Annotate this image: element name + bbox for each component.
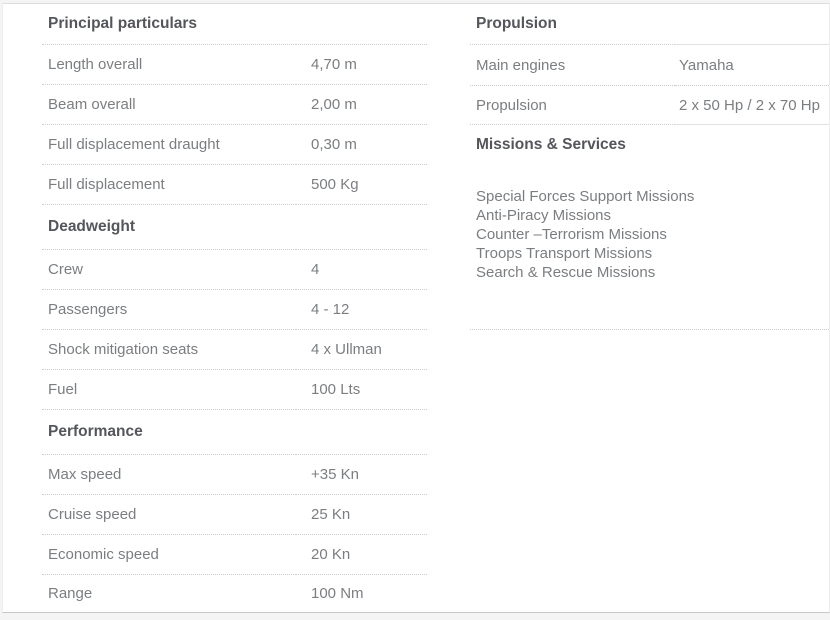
spec-value: +35 Kn	[296, 455, 427, 495]
missions-item: Counter –Terrorism Missions	[476, 226, 667, 243]
spec-row-fuel	[42, 370, 427, 410]
spec-label: Propulsion	[470, 86, 675, 125]
spec-value: 500 Kg	[296, 165, 427, 205]
missions-list	[470, 187, 829, 282]
missions-item: Anti-Piracy Missions	[476, 207, 612, 224]
spec-row-propulsion	[470, 86, 829, 125]
spec-row-length-overall	[42, 45, 427, 85]
spec-value: 4 - 12	[296, 290, 427, 330]
missions-item: Search & Rescue Missions	[476, 264, 656, 281]
spec-value: 4,70 m	[296, 45, 427, 85]
spec-label: Range	[48, 584, 93, 602]
spec-row-economic-speed	[42, 535, 427, 575]
spec-label: Cruise speed	[42, 495, 296, 535]
section-header-spacer	[296, 205, 427, 250]
section-header-spacer	[296, 410, 427, 455]
spec-value: 100 Nm	[311, 584, 364, 602]
spec-row-crew	[42, 250, 427, 290]
spec-row-main-engines	[470, 45, 829, 86]
spec-label: Full displacement	[42, 165, 296, 205]
spec-value: 100 Lts	[296, 370, 427, 410]
section-header-performance	[42, 410, 427, 455]
spec-label: Fuel	[42, 370, 296, 410]
spec-label: Length overall	[42, 45, 296, 85]
section-title: Deadweight	[42, 205, 296, 250]
section-title: Missions & Services	[476, 136, 626, 153]
spec-label: Beam overall	[42, 85, 296, 125]
specs-panel	[2, 3, 830, 613]
spec-value: 25 Kn	[296, 495, 427, 535]
spec-row-cruise-speed	[42, 495, 427, 535]
section-header-principal-particulars	[42, 4, 427, 45]
spec-label: Full displacement draught	[42, 125, 296, 165]
spec-row-max-speed	[42, 455, 427, 495]
spec-label: Shock mitigation seats	[42, 330, 296, 370]
spec-value: 4 x Ullman	[296, 330, 427, 370]
spec-label: Crew	[42, 250, 296, 290]
spec-value: 2,00 m	[296, 85, 427, 125]
spec-label: Economic speed	[42, 535, 296, 575]
spec-label: Max speed	[42, 455, 296, 495]
section-title: Principal particulars	[42, 4, 296, 45]
section-title: Propulsion	[470, 4, 675, 45]
spec-value: 2 x 50 Hp / 2 x 70 Hp	[675, 86, 829, 125]
spec-row-full-displacement-draught	[42, 125, 427, 165]
spec-label: Passengers	[42, 290, 296, 330]
missions-bottom-divider	[470, 329, 829, 330]
left-specs-table	[42, 4, 427, 611]
spec-label: Main engines	[470, 45, 675, 86]
section-header-spacer	[296, 4, 427, 45]
right-specs-table	[470, 4, 829, 330]
spec-value: 4	[296, 250, 427, 290]
missions-item: Special Forces Support Missions	[476, 188, 695, 205]
section-title: Performance	[42, 410, 296, 455]
spec-value: Yamaha	[675, 45, 829, 86]
spec-row-beam-overall	[42, 85, 427, 125]
section-header-propulsion	[470, 4, 829, 45]
section-header-deadweight	[42, 205, 427, 250]
spec-value: 0,30 m	[296, 125, 427, 165]
section-header-missions-services	[470, 125, 829, 165]
spec-row-range	[42, 575, 427, 611]
missions-item: Troops Transport Missions	[476, 245, 653, 262]
spec-row-shock-mitigation-seats	[42, 330, 427, 370]
spec-row-passengers	[42, 290, 427, 330]
section-header-spacer	[675, 4, 829, 45]
spec-value: 20 Kn	[296, 535, 427, 575]
spec-row-full-displacement	[42, 165, 427, 205]
